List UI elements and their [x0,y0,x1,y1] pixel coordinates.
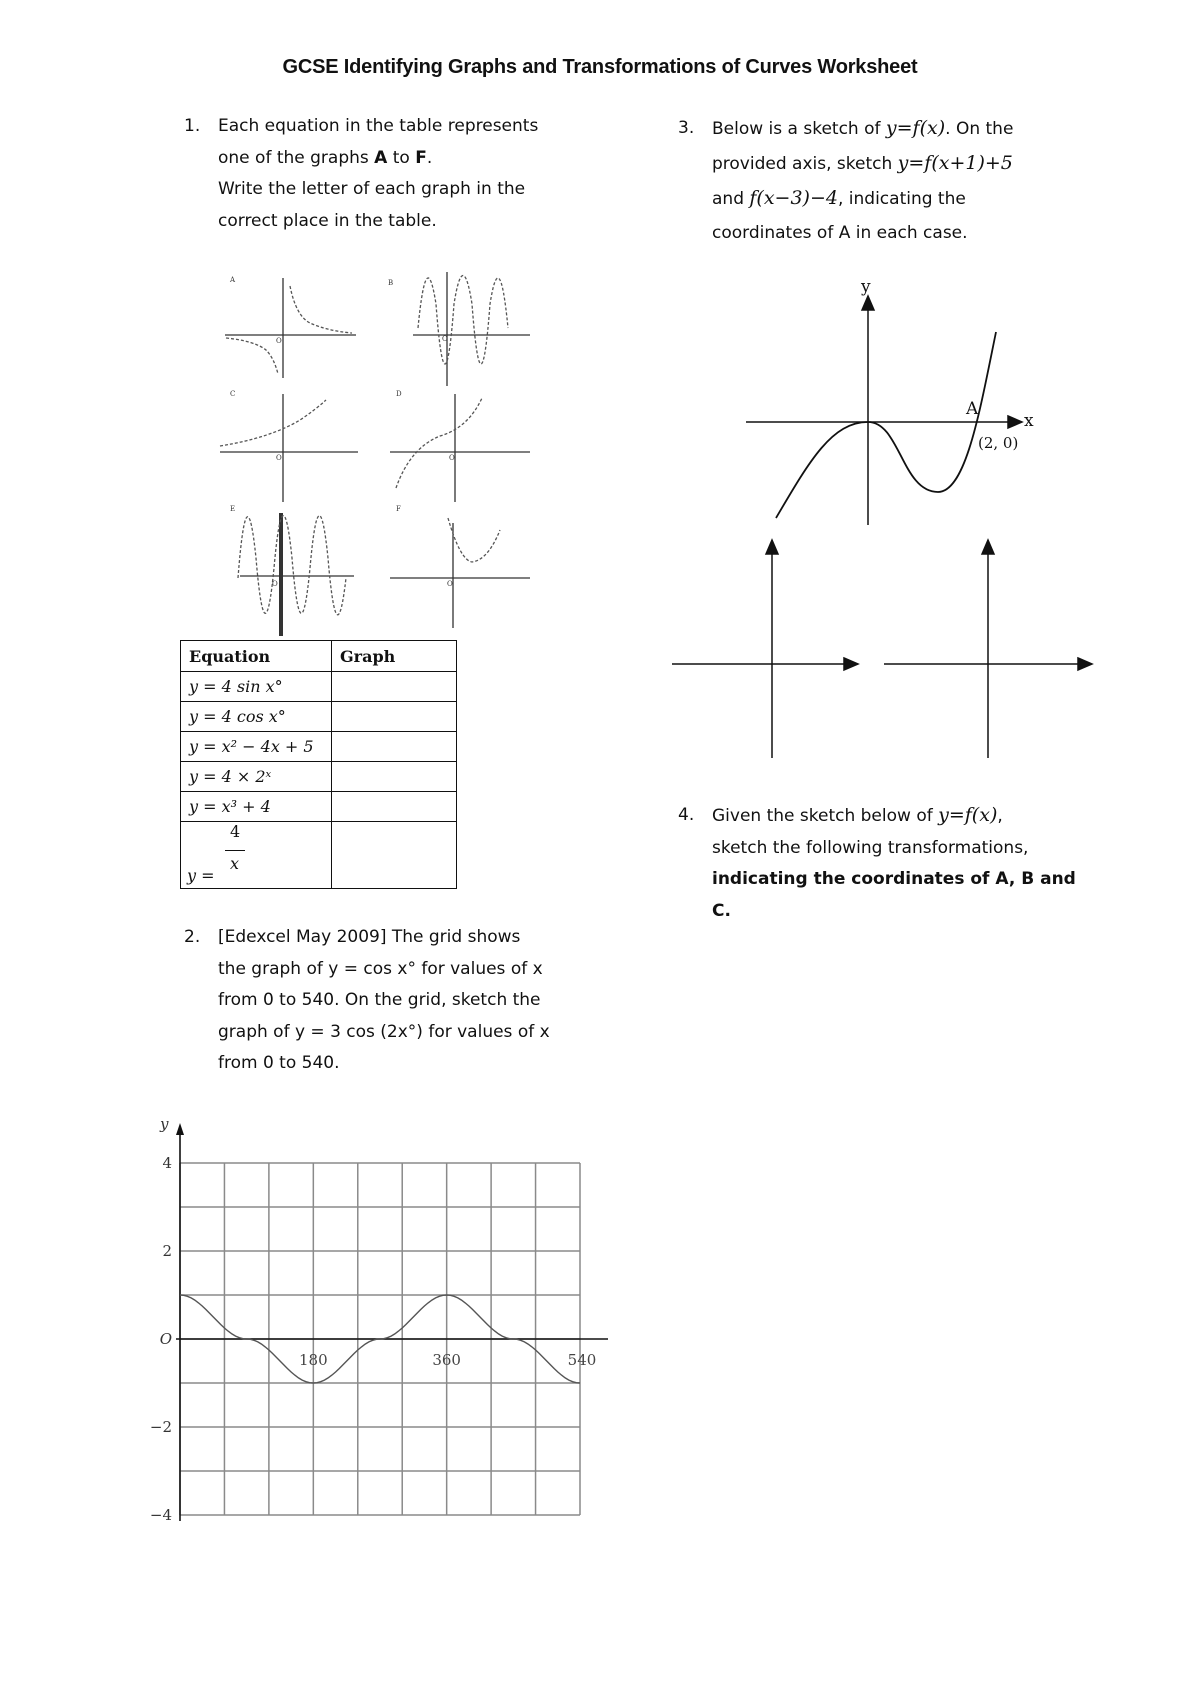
q1-text-fragment: . [426,147,433,168]
y-tick-label: 4 [162,1154,172,1172]
graph-b [388,272,530,386]
q2-text-line: from 0 to 540. On the grid, sketch the [218,990,541,1010]
answer-cell[interactable] [332,792,457,822]
table-row [181,762,457,792]
x-axis-arrow [844,658,858,670]
x-axis-arrow [1008,416,1022,428]
q3-math: y=f(x+1)+5 [897,152,1013,174]
table-row [181,822,457,889]
answer-cell[interactable] [332,762,457,792]
y-tick-label: O [159,1330,172,1348]
y-tick-label: −4 [150,1506,172,1524]
q3-text-fragment: . On the [945,119,1014,139]
origin-label: O [276,454,282,462]
graph-label: D [396,390,402,398]
x-axis-label: x [1024,411,1034,431]
fraction-bar [225,850,245,851]
table-row [181,702,457,732]
answer-cell[interactable] [332,672,457,702]
chart-axes [159,1115,608,1521]
cosine-grid-chart[interactable] [150,1105,620,1525]
q3-cubic-sketch [740,270,1060,540]
q3-text-fragment: Below is a sketch of [712,119,886,139]
y-axis-label: y [160,1115,169,1133]
equation-table [180,640,457,889]
table-header-row [181,641,457,672]
equation-cell: y = x² − 4x + 5 [181,732,332,762]
blank-axes-1[interactable] [668,530,868,762]
graph-label: B [388,279,394,287]
point-a-coords: (2, 0) [978,434,1019,452]
equation-cell: y = 4 sin x° [181,672,332,702]
y-axis-arrow [176,1123,184,1135]
q1-text-line: one of the graphs [218,147,375,168]
equation-cell-fraction [181,822,332,889]
q1-text-line: Write the letter of each graph in the [218,179,526,199]
q4-text-line: sketch the following transformations, [712,837,1029,858]
point-a-label: A [966,399,979,419]
q1-text-line: correct place in the table. [218,210,437,231]
graph-f [390,505,530,628]
graph-c [220,390,358,502]
y-axis-arrow [982,540,994,554]
question-number: 1. [184,116,201,136]
fraction-equation [185,822,255,884]
origin-label: O [272,580,278,588]
x-tick-label: 180 [299,1351,328,1369]
answer-cell[interactable] [332,702,457,732]
graph-label: A [230,276,236,284]
answer-cell[interactable] [332,822,457,889]
q1-range-to: F [415,147,427,168]
q4-text-fragment: Given the sketch below of [712,806,939,826]
q1-text-line: Each equation in the table represents [218,116,539,136]
q3-math: y=f(x) [885,117,946,139]
origin-label: O [442,335,448,343]
graph-e [230,505,354,636]
graph-d [390,390,530,502]
y-axis-arrow [862,296,874,310]
graph-label: C [230,390,236,398]
q4-text-fragment: , [997,806,1003,826]
q2-text-line: the graph of y = cos x° for values of x [218,958,543,979]
q2-text-line: graph of y = 3 cos (2x°) for values of x [218,1021,550,1042]
equation-cell: y = 4 × 2ˣ [181,762,332,792]
equation-cell: y = 4 cos x° [181,702,332,732]
q1-text-fragment: to [387,147,416,168]
q2-text-line: from 0 to 540. [218,1053,340,1073]
graph-label: F [396,505,401,513]
curve-f [776,332,996,518]
y-tick-label: −2 [150,1418,172,1436]
table-row [181,792,457,822]
q4-text-line: indicating the coordinates of A, B and [712,869,1076,889]
q3-text-fragment: provided axis, sketch [712,154,898,174]
q1-range-from: A [374,147,388,168]
y-axis-arrow [766,540,778,554]
page-title: GCSE Identifying Graphs and Transformations of Curves Worksheet [282,56,918,78]
x-axis-arrow [1078,658,1092,670]
fraction-numerator: 4 [230,822,241,841]
answer-cell[interactable] [332,732,457,762]
question-number: 4. [678,805,695,825]
origin-label: O [447,580,453,588]
graph-label: E [230,505,236,513]
q3-text-fragment: and [712,189,750,209]
table-row [181,672,457,702]
q2-text-line: [Edexcel May 2009] The grid shows [218,927,521,947]
header-equation: Equation [181,641,332,672]
origin-label: O [276,337,282,345]
equation-cell: y = x³ + 4 [181,792,332,822]
table-row [181,732,457,762]
fraction-denominator: x [230,854,240,873]
y-tick-label: 2 [162,1242,172,1260]
q3-text-fragment: , indicating the [837,189,966,209]
question-number: 2. [184,927,201,947]
q3-text-line: coordinates of A in each case. [712,223,968,243]
q1-graphs-grid [210,268,540,638]
header-graph: Graph [332,641,457,672]
graph-a [225,276,356,378]
x-tick-label: 360 [432,1351,461,1369]
y-axis-label: y [861,277,871,297]
origin-label: O [449,454,455,462]
question-number: 3. [678,118,695,138]
q4-text-line: C. [712,900,731,921]
q4-math: y=f(x) [938,804,998,826]
fraction-y-part: y = [187,866,215,885]
q3-math: f(x−3)−4 [749,187,838,209]
blank-axes-2[interactable] [880,530,1100,762]
x-tick-label: 540 [567,1351,597,1369]
